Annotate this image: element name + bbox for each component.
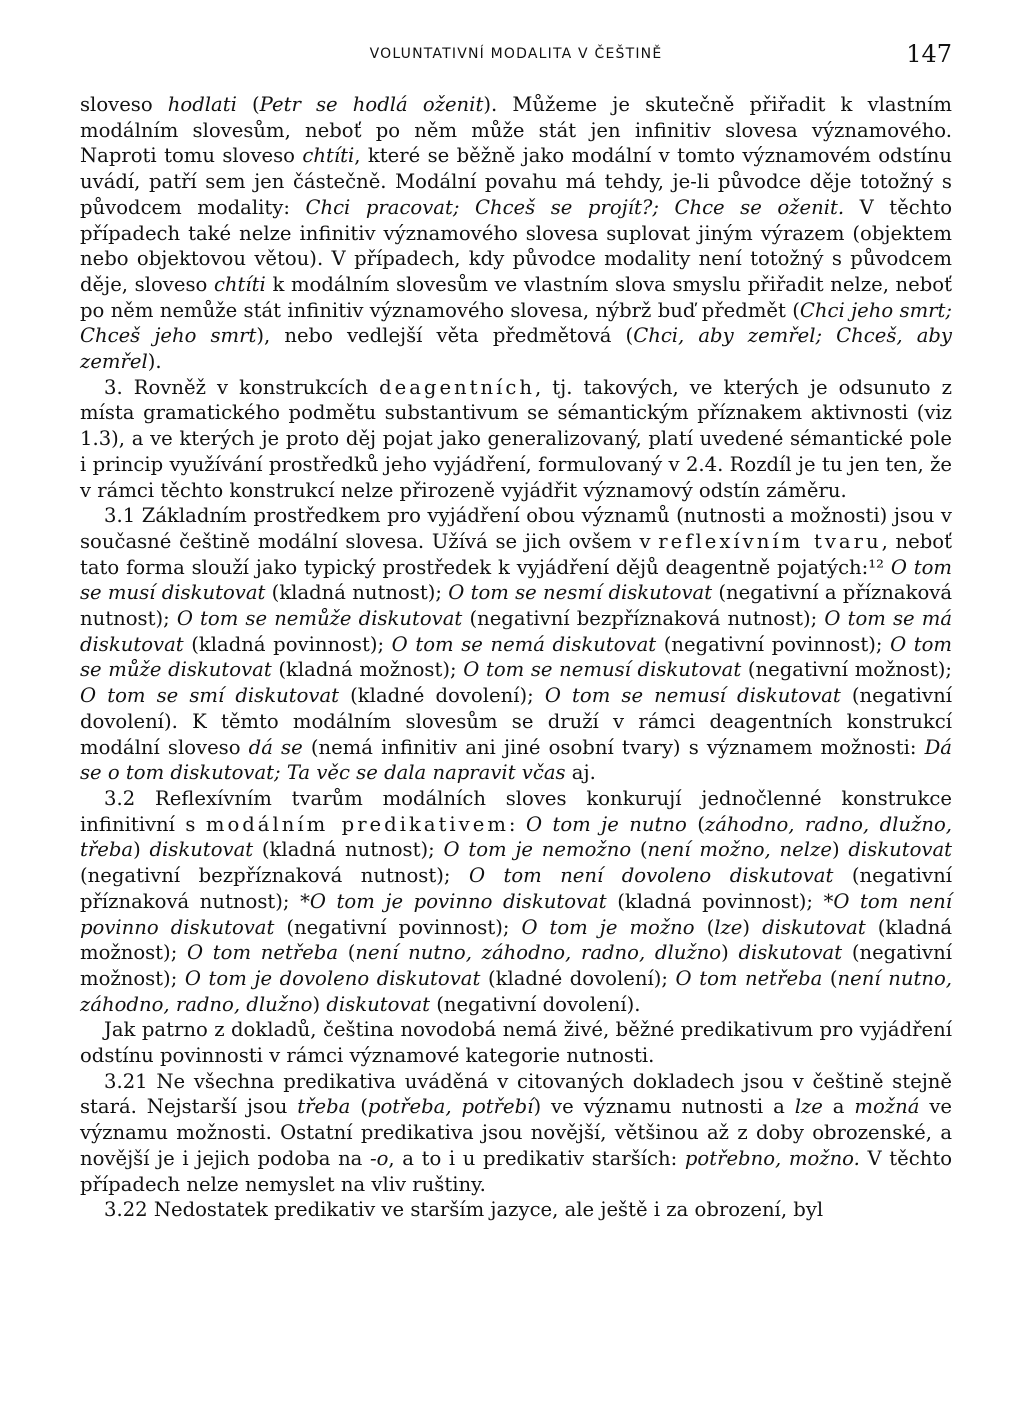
italic-run: O tom je dovoleno diskutovat [184, 966, 481, 990]
text-run: (kladná nutnost); [253, 838, 444, 862]
text-run: (negativní příznaková nutnost); [80, 864, 952, 913]
italic-run: diskutovat [738, 941, 843, 965]
text-run: , a to i u predikativ starších: [388, 1146, 685, 1170]
text-run: k modálním slovesům ve vlastním slova smyslu přiřadit nelze, neboť po něm nemůže stát infinitiv významového slovesa, nýbrž buď předmět ( [80, 272, 952, 322]
text-run: ) [742, 915, 763, 939]
italic-run: O tom je nemožno [443, 838, 632, 862]
text-run: ( [236, 93, 260, 116]
italic-run: lze [794, 1095, 823, 1119]
italic-run: potřeba, potřebí [367, 1095, 534, 1119]
text-run: Jak patrno z dokladů, čeština novodobá nemá živé, běžné predikativum pro vyjádření odstínu povinnosti v rámci významové kategorie nutnosti. [80, 1018, 952, 1068]
italic-run: chtíti [213, 272, 266, 296]
text-run: ). Můžeme je skutečně přiřadit k vlastním modálním slovesům, neboť po něm může stát jen infinitiv slovesa významového. Naproti tomu sloveso [80, 93, 952, 168]
text-run: V těchto případech nelze nemyslet na vliv ruštiny. [80, 1146, 953, 1196]
italic-run: O tom je nutno [525, 812, 687, 836]
italic-run: dá se [248, 735, 303, 759]
italic-run: O tom není dovoleno diskutovat [468, 864, 834, 888]
text-run: (negativní a příznaková nutnost); [80, 581, 953, 631]
text-run: , které se běžně jako modální v tomto významovém odstínu uvádí, patří sem jen částečně. Modální povahu má tehdy, je-li původce děje totožný s původcem modality: [80, 144, 952, 219]
paragraph [80, 1197, 952, 1223]
paragraph [80, 786, 952, 1017]
italic-run: diskutovat [762, 915, 866, 939]
italic-run: možná [854, 1095, 920, 1119]
italic-run: není nutno, záhodno, radno, dlužno [80, 966, 952, 1016]
spaced-run: modálním predikativem [205, 812, 509, 836]
text-run: V těchto případech také nelze infinitiv významového slovesa suplovat jiným výrazem (objektem nebo objektovou větou). V případech, kdy původce modality není totožný s původcem děje, sloveso [80, 195, 953, 296]
italic-run: záhodno, radno, dlužno, třeba [80, 812, 952, 862]
italic-run: Chci pracovat; Chceš se projít?; Chce se oženit. [305, 195, 845, 219]
text-run: (negativní bezpříznaková nutnost); [80, 864, 469, 888]
text-run: (kladná možnost); [271, 658, 464, 682]
text-run: 3.21 Ne všechna predikativa uváděná v citovaných dokladech jsou v češtině stejně stará. Nejstarší jsou [80, 1069, 952, 1119]
italic-run: chtíti [302, 144, 355, 168]
italic-run: lze [714, 915, 743, 939]
text-run: 3.2 Reflexívním tvarům modálních sloves konkurují jednočlenné konstrukce infinitivní s [80, 786, 952, 836]
paragraph [80, 1017, 952, 1068]
text-run: ) ve významu nutnosti a [533, 1095, 795, 1119]
text-run: (kladné dovolení); [480, 966, 676, 990]
text-run: ( [338, 941, 356, 965]
italic-run: O tom se nesmí diskutovat [448, 581, 713, 605]
text-run: (negativní dovolení). K těmto modálním slovesům se druží v rámci deagentních konstrukcí modální sloveso [80, 684, 953, 759]
text-run: ). [147, 350, 162, 374]
italic-run: O tom se má diskutovat [80, 607, 952, 656]
italic-run: není možno, nelze [647, 838, 832, 862]
paragraph [80, 1069, 952, 1198]
text-run: (negativní možnost); [741, 658, 952, 682]
italic-run: není nutno, záhodno, radno, dlužno [355, 941, 722, 965]
text-run: aj. [565, 761, 596, 785]
text-run: (negativní bezpříznaková nutnost); [462, 607, 825, 631]
paragraph [80, 92, 952, 375]
italic-run: O tom se smí diskutovat [80, 684, 340, 708]
italic-run: diskutovat [848, 838, 953, 862]
text-run: 3.22 Nedostatek predikativ ve starším jazyce, ale ještě i za obrození, byl [104, 1198, 824, 1222]
text-run: ( [694, 915, 715, 939]
italic-run: O tom se nemůže diskutovat [176, 607, 463, 631]
text-run: ) [312, 992, 327, 1016]
italic-run: O tom se nemusí diskutovat [463, 658, 742, 682]
text-run: ) [721, 941, 739, 965]
italic-run: *O tom je povinno diskutovat [300, 889, 607, 913]
paragraph [80, 375, 952, 504]
italic-run: Chci, aby zemřel; Chceš, aby zemřel [80, 324, 953, 374]
italic-run: O tom je možno [521, 915, 695, 939]
text-run: (negativní možnost); [80, 941, 952, 990]
italic-run: diskutovat [326, 992, 430, 1016]
text-run: ve významu možnosti. Ostatní predikativa jsou novější, většinou až z doby obrozenské, a novější je i jejich podoba na [80, 1095, 952, 1170]
text-run: (negativní povinnost); [656, 632, 891, 656]
text-run: (kladné dovolení); [339, 684, 545, 708]
italic-run: Dá se o tom diskutovat; Ta věc se dala napravit včas [80, 735, 952, 785]
text-run: ) [831, 838, 849, 862]
italic-run: hodlati [167, 93, 237, 116]
page-header [80, 38, 952, 78]
italic-run: O tom se nemusí diskutovat [544, 684, 841, 708]
italic-run: potřebno, možno. [684, 1146, 860, 1170]
italic-run: Petr se hodlá oženit [259, 93, 484, 116]
text-run: ( [631, 838, 648, 862]
italic-run: O tom se musí diskutovat [80, 555, 953, 605]
italic-run: *O tom není povinno diskutovat [80, 889, 952, 939]
italic-run: O tom netřeba [187, 941, 339, 965]
running-title: VOLUNTATIVNÍ MODALITA V ČEŠTINĚ [369, 46, 663, 62]
text-run: (kladná možnost); [80, 915, 953, 965]
text-run: ( [350, 1095, 368, 1119]
text-run: ) [133, 838, 150, 862]
text-run: (negativní dovolení). [430, 992, 641, 1016]
italic-run: třeba [297, 1095, 351, 1119]
text-run: , neboť tato forma slouží jako typický prostředek k vyjádření dějů deagentně pojatých:¹² [80, 529, 952, 579]
text-run: , tj. takových, ve kterých je odsunuto z místa gramatického podmětu substantivum se sémantickým příznakem aktivnosti (viz 1.3), a ve kterých je proto děj pojat jako generalizovaný, platí uvedené sémantické pole i princip využívání prostředků jeho vyjádření, formulovaný v 2.4. Rozdíl je tu jen ten, že v rámci těchto konstrukcí nelze přirozeně vyjádřit významový odstín záměru. [80, 375, 952, 502]
spaced-run: deagentních [379, 375, 536, 399]
text-run: (negativní povinnost); [274, 915, 522, 939]
italic-run: Chci jeho smrt; Chceš jeho smrt [80, 298, 952, 348]
text-run: sloveso [80, 93, 168, 116]
text-run: ), nebo vedlejší věta předmětová ( [256, 324, 634, 348]
text-run: a [822, 1095, 855, 1119]
italic-run: O tom se nemá diskutovat [391, 632, 657, 656]
text-run: : [508, 812, 526, 836]
text-run: (kladná nutnost); [265, 581, 449, 605]
text-run: 3.1 Základním prostředkem pro vyjádření obou významů (nutnosti a možnosti) jsou v současné češtině modální slovesa. Užívá se jich ovšem v [80, 504, 952, 553]
italic-run: O tom se může diskutovat [80, 632, 952, 682]
text-run: (nemá infinitiv ani jiné osobní tvary) s významem možnosti: [302, 735, 925, 759]
spaced-run: reflexívním tvaru [658, 529, 882, 553]
text-run: ( [686, 812, 705, 836]
page-number: 147 [906, 40, 952, 68]
text-run: ( [822, 966, 838, 990]
paragraph [80, 503, 952, 786]
text-run: (kladná povinnost); [606, 889, 824, 913]
italic-run: diskutovat [149, 838, 254, 862]
text-run: 3. Rovněž v konstrukcích [104, 375, 380, 399]
italic-run: -o [370, 1146, 389, 1170]
italic-run: O tom netřeba [675, 966, 823, 990]
body-text [80, 92, 952, 1223]
text-run: (kladná povinnost); [183, 632, 392, 656]
